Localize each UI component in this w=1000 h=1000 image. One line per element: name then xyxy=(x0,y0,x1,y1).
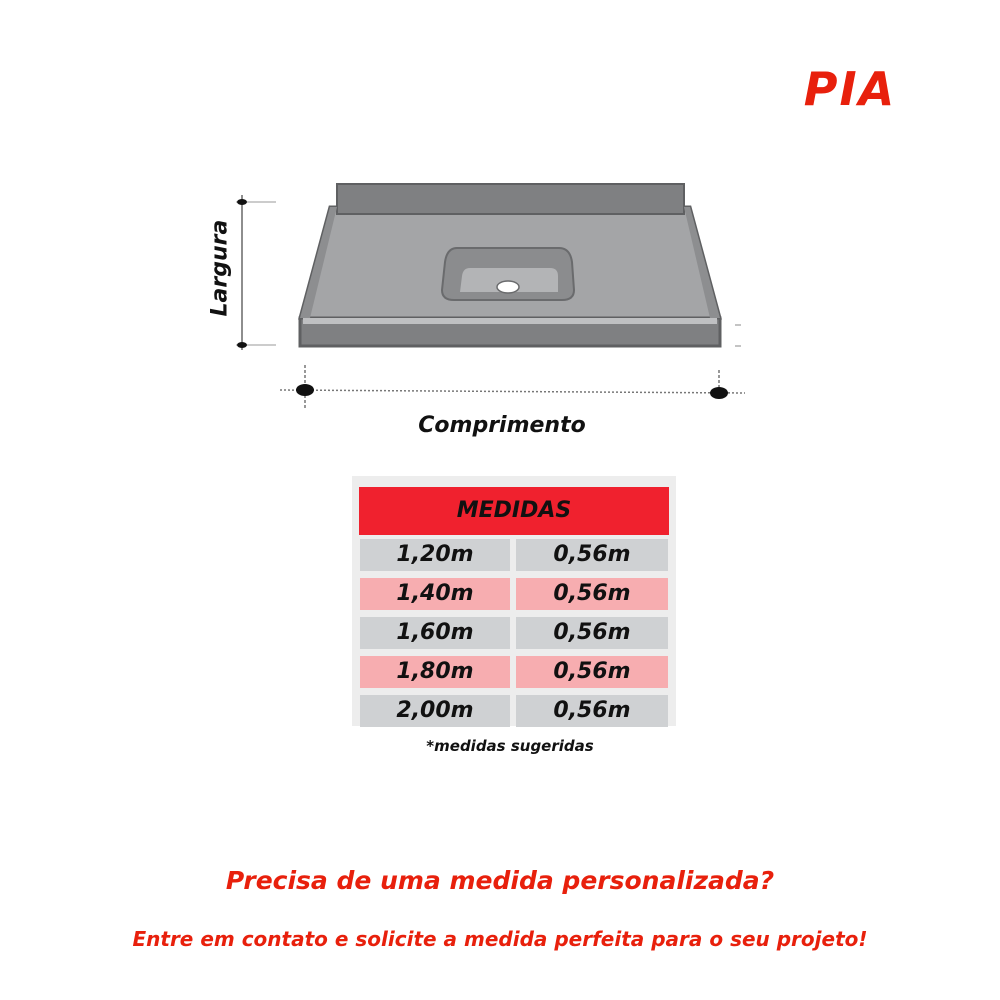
measures-header: MEDIDAS xyxy=(359,487,669,535)
page-title: PIA xyxy=(803,62,897,116)
measure-width-cell: 0,56m xyxy=(516,656,668,688)
measure-length-cell: 1,40m xyxy=(360,578,510,610)
cta-question: Precisa de uma medida personalizada? xyxy=(225,866,775,895)
measure-width-cell: 0,56m xyxy=(516,617,668,649)
measure-length-cell: 1,20m xyxy=(360,539,510,571)
measure-length-cell: 1,60m xyxy=(360,617,510,649)
measure-width-cell: 0,56m xyxy=(516,539,668,571)
drain-icon xyxy=(497,281,519,293)
measure-length-cell: 1,80m xyxy=(360,656,510,688)
measures-note: *medidas sugeridas xyxy=(426,737,594,755)
cta-text: Entre em contato e solicite a medida perfeita para o seu projeto! xyxy=(132,927,868,951)
measure-length-cell: 2,00m xyxy=(360,695,510,727)
length-dimension-line xyxy=(280,365,745,410)
length-label: Comprimento xyxy=(418,413,586,438)
countertop-illustration xyxy=(300,184,720,346)
measure-width-cell: 0,56m xyxy=(516,695,668,727)
measure-width-cell: 0,56m xyxy=(516,578,668,610)
width-label: Largura xyxy=(207,219,233,317)
measures-table xyxy=(352,476,676,726)
